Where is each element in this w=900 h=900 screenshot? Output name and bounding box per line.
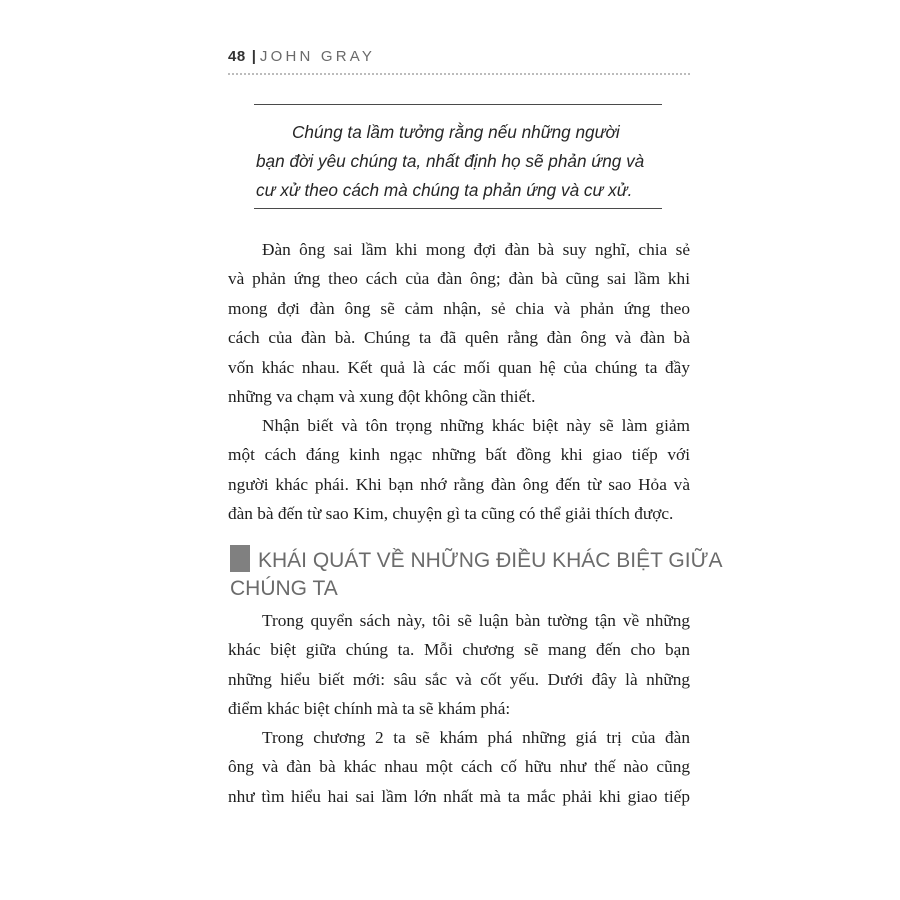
section-heading-line: KHÁI QUÁT VỀ NHỮNG ĐIỀU KHÁC BIỆT GIỮA <box>258 549 723 572</box>
paragraph-line: Đàn ông sai lầm khi mong đợi đàn bà suy nghĩ, chia sẻ <box>262 240 690 259</box>
paragraph-line: cách của đàn bà. Chúng ta đã quên rằng đàn ông và đàn bà <box>228 328 690 348</box>
pull-quote-line: cư xử theo cách mà chúng ta phản ứng và cư xử. <box>256 180 633 200</box>
section-heading-line: CHÚNG TA <box>230 577 338 600</box>
paragraph-line: những hiểu biết mới: sâu sắc và cốt yếu. Dưới đây là những <box>228 669 690 689</box>
section-heading <box>230 545 723 603</box>
paragraph-line: và phản ứng theo cách của đàn ông; đàn bà cũng sai lầm khi <box>228 269 690 289</box>
paragraph-line: như tìm hiểu hai sai lầm lớn nhất mà ta mắc phải khi giao tiếp <box>228 786 690 806</box>
paragraph-line: một cách đáng kinh ngạc những bất đồng khi giao tiếp với <box>228 445 690 465</box>
pull-quote-line: bạn đời yêu chúng ta, nhất định họ sẽ phản ứng và <box>256 151 645 171</box>
heading-marker <box>230 545 250 572</box>
paragraph-line: người khác phái. Khi bạn nhớ rằng đàn ông đến từ sao Hỏa và <box>228 474 690 494</box>
paragraph-line: khác biệt giữa chúng ta. Mỗi chương sẽ mang đến cho bạn <box>228 640 690 660</box>
author-name: JOHN GRAY <box>259 48 376 65</box>
paragraph-line: Nhận biết và tôn trọng những khác biệt này sẽ làm giảm <box>262 416 690 435</box>
header-separator: | <box>251 48 256 65</box>
pull-quote <box>256 118 676 205</box>
paragraph-line: mong đợi đàn ông sẽ cảm nhận, sẻ chia và phản ứng theo <box>228 298 690 318</box>
header-dotted-rule <box>228 73 690 75</box>
paragraph-line: đàn bà đến từ sao Kim, chuyện gì ta cũng có thể giải thích được. <box>228 504 674 524</box>
pull-quote-line: Chúng ta lầm tưởng rằng nếu những người <box>292 122 620 142</box>
paragraph-line: Trong quyển sách này, tôi sẽ luận bàn tường tận về những <box>262 611 690 630</box>
pull-quote-top-rule <box>254 104 662 105</box>
paragraph-line: những va chạm và xung đột không cần thiết. <box>228 387 536 407</box>
body-paragraph <box>228 606 690 724</box>
body-paragraph <box>228 235 690 411</box>
paragraph-line: vốn khác nhau. Kết quả là các mối quan hệ của chúng ta đầy <box>228 357 690 377</box>
paragraph-line: điểm khác biệt chính mà ta sẽ khám phá: <box>228 699 511 719</box>
paragraph-line: ông và đàn bà khác nhau một cách cố hữu như thế nào cũng <box>228 757 690 777</box>
body-paragraph <box>228 723 690 811</box>
pull-quote-bottom-rule <box>254 208 662 209</box>
page-number: 48 <box>228 48 246 65</box>
paragraph-line: Trong chương 2 ta sẽ khám phá những giá trị của đàn <box>262 728 690 747</box>
running-head <box>228 48 375 65</box>
body-paragraph <box>228 411 690 529</box>
